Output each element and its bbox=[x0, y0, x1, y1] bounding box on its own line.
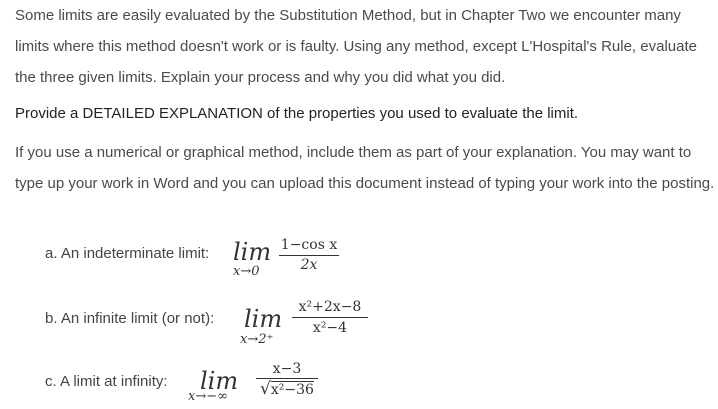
numerator: x−3 bbox=[272, 361, 302, 377]
radicand: x²−36 bbox=[270, 382, 314, 398]
item-b-limit bbox=[240, 300, 375, 350]
fraction-bar bbox=[279, 255, 339, 256]
limit-subscript: x→0 bbox=[233, 264, 260, 279]
numerator: x²+2x−8 bbox=[298, 299, 362, 315]
limit-subscript: x→2⁺ bbox=[240, 332, 274, 347]
lim-symbol: lim bbox=[244, 305, 283, 333]
method-paragraph: If you use a numerical or graphical method, include them as part of your explanation. You may want to type up your work in Word and you can upload this document instead of typing your work into the posting. bbox=[15, 144, 715, 192]
fraction-bar bbox=[292, 317, 368, 318]
item-c-label: c. A limit at infinity: bbox=[45, 373, 168, 390]
numerator: 1−cos x bbox=[280, 237, 338, 253]
item-c-limit bbox=[188, 360, 328, 409]
lim-symbol: lim bbox=[233, 238, 272, 266]
item-b-label: b. An infinite limit (or not): bbox=[45, 310, 215, 327]
limit-subscript: x→−∞ bbox=[188, 389, 228, 404]
denominator: x²−4 bbox=[312, 320, 348, 336]
denominator: 2x bbox=[300, 257, 318, 273]
item-a-label: a. An indeterminate limit: bbox=[45, 245, 210, 262]
detailed-explanation-paragraph: Provide a DETAILED EXPLANATION of the properties you used to evaluate the limit. bbox=[15, 105, 579, 122]
denominator bbox=[254, 381, 320, 398]
square-root-icon: √ bbox=[260, 379, 271, 399]
intro-paragraph: Some limits are easily evaluated by the Substitution Method, but in Chapter Two we encounter many limits where this method doesn't work or is faulty. Using any method, except L'Hospital's Rule, evaluate the three given limits. Explain your process and why you did what you did. bbox=[15, 7, 697, 86]
lim-symbol: lim bbox=[200, 367, 239, 395]
item-a-limit bbox=[233, 238, 343, 284]
